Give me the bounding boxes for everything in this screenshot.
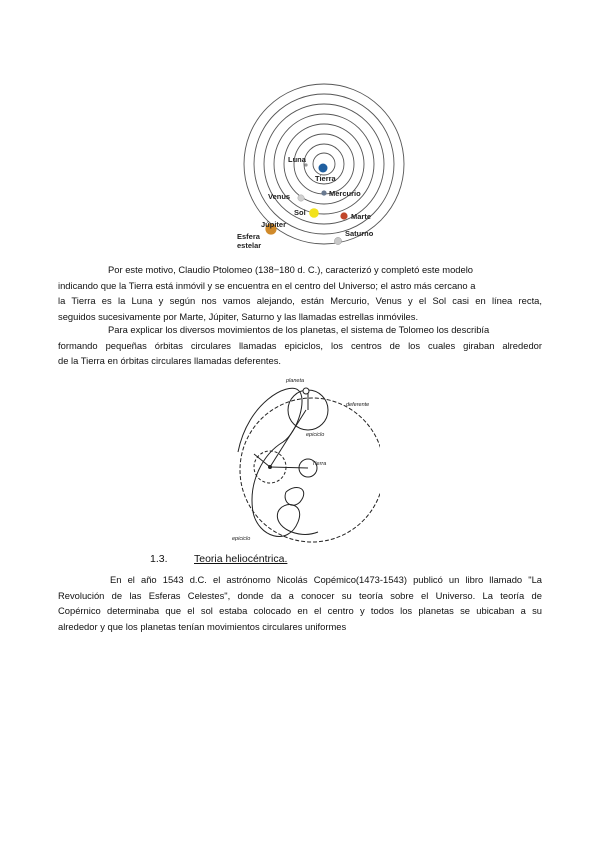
jupiter-label: Júpiter xyxy=(261,220,287,229)
epiciclo-bottom-label: epiciclo xyxy=(232,536,251,542)
venus-icon xyxy=(298,195,304,201)
epiciclo-label: epiciclo xyxy=(306,432,325,438)
deferente-label: deferente xyxy=(346,402,370,408)
paragraph-line: Para explicar los diversos movimientos de los planetas, el sistema de Tolomeo los describía xyxy=(108,324,490,335)
paragraph-line: Copérnico determinaba que el sol estaba colocado en el centro y todos los planetas se ubicaban a su xyxy=(58,605,542,616)
saturn-icon xyxy=(334,237,341,244)
paragraph-copernico xyxy=(58,572,542,634)
paragraph-line: seguidos sucesivamente por Marte, Júpiter, Saturno y las llamadas estrellas inmóviles. xyxy=(58,310,419,322)
luna-label: Luna xyxy=(288,155,306,164)
paragraph-epiciclos xyxy=(58,322,542,369)
earth-icon xyxy=(319,164,328,173)
venus-label: Venus xyxy=(268,192,291,201)
estelar-label: estelar xyxy=(237,241,262,250)
epicycle-center-dot xyxy=(268,465,272,469)
paragraph-line: alrededor y que los planetas tenían movimientos circulares uniformes xyxy=(58,620,347,632)
saturno-label: Saturno xyxy=(345,229,374,238)
paragraph-line: formando pequeñas órbitas circulares llamadas epiciclos, los centros de los cuales giraban alrededor xyxy=(58,339,542,351)
deferent-circle xyxy=(240,398,380,542)
tierra-label: Tierra xyxy=(315,174,336,183)
paragraph-line: En el año 1543 d.C. el astrónomo Nicolás Copémico(1473-1543) publicó un libro llamado "La xyxy=(110,574,542,585)
geocentric-model-diagram xyxy=(228,82,414,252)
tierra-label-2: Tierra xyxy=(312,461,327,467)
epicycle-diagram xyxy=(228,372,380,550)
sol-label: Sol xyxy=(294,208,306,217)
mercurio-label: Mercurio xyxy=(329,189,361,198)
sun-icon xyxy=(309,208,319,218)
paragraph-line: de la Tierra en órbitas circulares llamadas deferentes. xyxy=(58,355,282,366)
inner-loop xyxy=(285,487,304,505)
section-title: Teoria heliocéntrica. xyxy=(194,553,288,565)
planeta-label: planeta xyxy=(286,378,305,384)
section-number: 1.3. xyxy=(150,553,168,565)
marte-label: Marte xyxy=(351,212,372,221)
paragraph-line: Revolución de las Esferas Celestes", donde da a conocer su teoría sobre el Universo. La teoría de xyxy=(58,589,542,601)
paragraph-ptolomeo xyxy=(58,262,542,324)
paragraph-line: Por este motivo, Claudio Ptolomeo (138−180 d. C.), caracterizó y completó este modelo xyxy=(108,264,474,275)
paragraph-line: indicando que la Tierra está inmóvil y se encuentra en el centro del Universo; el astro más cercano a xyxy=(58,279,476,291)
section-heading xyxy=(150,553,287,565)
planet-dot xyxy=(303,388,309,394)
mercury-icon xyxy=(321,190,326,195)
esfera-label: Esfera xyxy=(237,232,260,241)
mars-icon xyxy=(340,212,347,219)
paragraph-line: la Tierra es la Luna y según nos vamos alejando, están Mercurio, Venus y el Sol casi en línea recta, xyxy=(58,295,542,306)
